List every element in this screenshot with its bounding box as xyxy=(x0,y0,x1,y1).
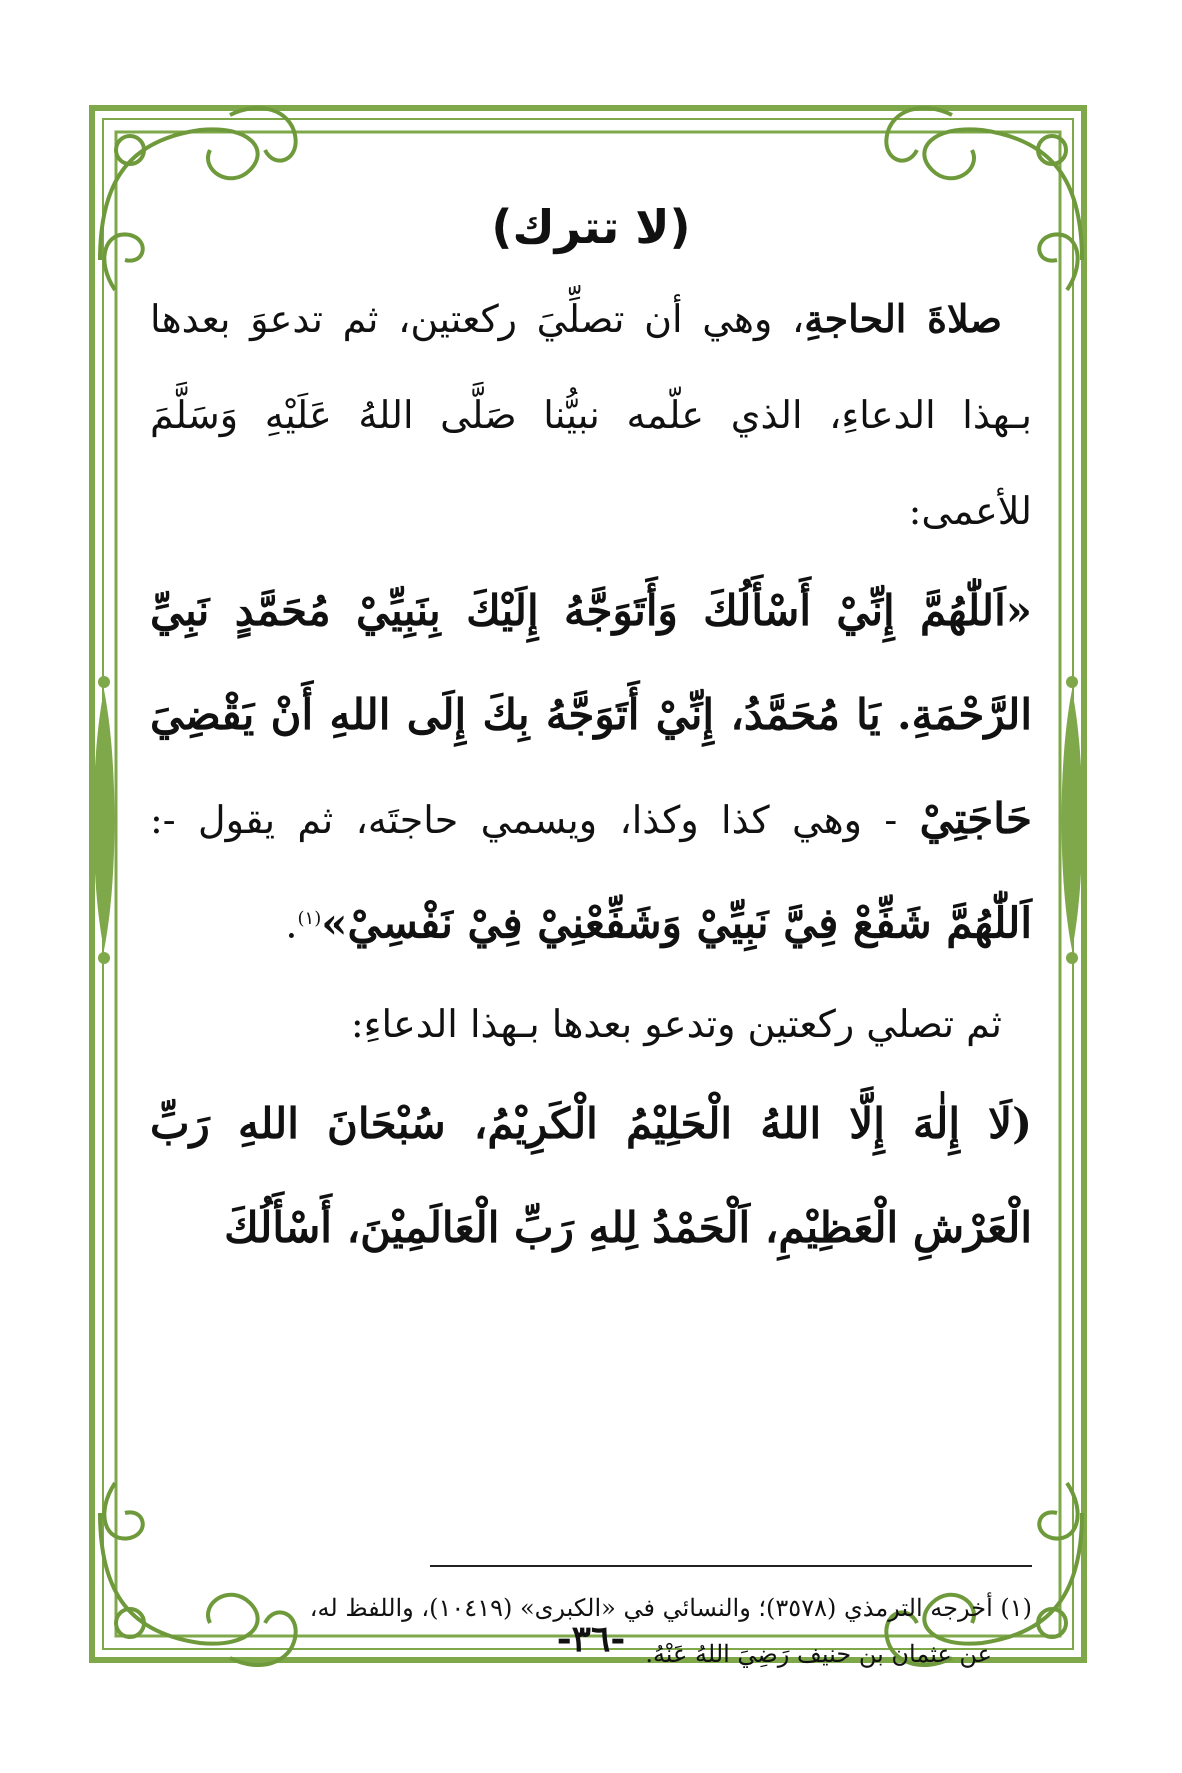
page-number: -٣٦- xyxy=(556,1618,626,1660)
dua-paragraph-2: (لَا إِلٰهَ إِلَّا اللهُ الْحَلِيْمُ الْكَرِيْمُ، سُبْحَانَ اللهِ رَبِّ الْعَرْشِ الْعَظِيْمِ، اَلْحَمْدُ لِلهِ رَبِّ الْعَالَمِيْنَ، أَسْأَلُكَ xyxy=(150,1098,1032,1252)
dua-paragraph-1 xyxy=(150,559,1032,976)
footnote-reference[interactable]: (١) xyxy=(297,908,322,929)
intro-lead: صلاةَ الحاجةِ xyxy=(804,296,1002,341)
side-ornament-left xyxy=(94,676,115,964)
footnote-line-1: (١) أخرجه الترمذي (٣٥٧٨)؛ والنسائي في «الكبرى» (١٠٤١٩)، واللفظ له، xyxy=(309,1594,1032,1622)
side-ornament-right xyxy=(1062,676,1083,964)
footnote-divider xyxy=(430,1565,1032,1567)
dua-1-part-2: اَللّٰهُمَّ شَفِّعْ فِيَّ نَبِيِّيْ وَشَفِّعْنِيْ فِيْ نَفْسِيْ» xyxy=(321,898,1032,948)
intro-text: ، وهي أن تصلِّيَ ركعتين، ثم تدعوَ بعدها بـهذا الدعاءِ، الذي علّمه نبيُّنا صَلَّى اللهُ عَلَيْهِ وَسَلَّمَ للأعمى: xyxy=(150,297,1032,533)
second-paragraph: ثم تصلي ركعتين وتدعو بعدها بـهذا الدعاءِ: xyxy=(350,1001,1002,1046)
page-title: (لا تترك) xyxy=(491,200,691,254)
dua-1-part-1: «اَللّٰهُمَّ إِنِّيْ أَسْأَلُكَ وَأَتَوَجَّهُ إِلَيْكَ بِنَبِيِّيْ مُحَمَّدٍ نَبِيِّ الرَّحْمَةِ. يَا مُحَمَّدُ، إِنِّيْ أَتَوَجَّهُ بِكَ إِلَى اللهِ أَنْ يَقْضِيَ حَاجَتِيْ xyxy=(150,586,1032,843)
page-body xyxy=(150,175,1032,1605)
dua-1-instruction: - وهي كذا وكذا، ويسمي حاجتَه، ثم يقول -: xyxy=(150,798,920,842)
footnote-line-2: عن عثمان بن حنيف رَضِيَ اللهُ عَنْهُ. xyxy=(645,1640,992,1668)
dua-1-end: . xyxy=(285,902,298,947)
intro-paragraph xyxy=(150,271,1032,559)
